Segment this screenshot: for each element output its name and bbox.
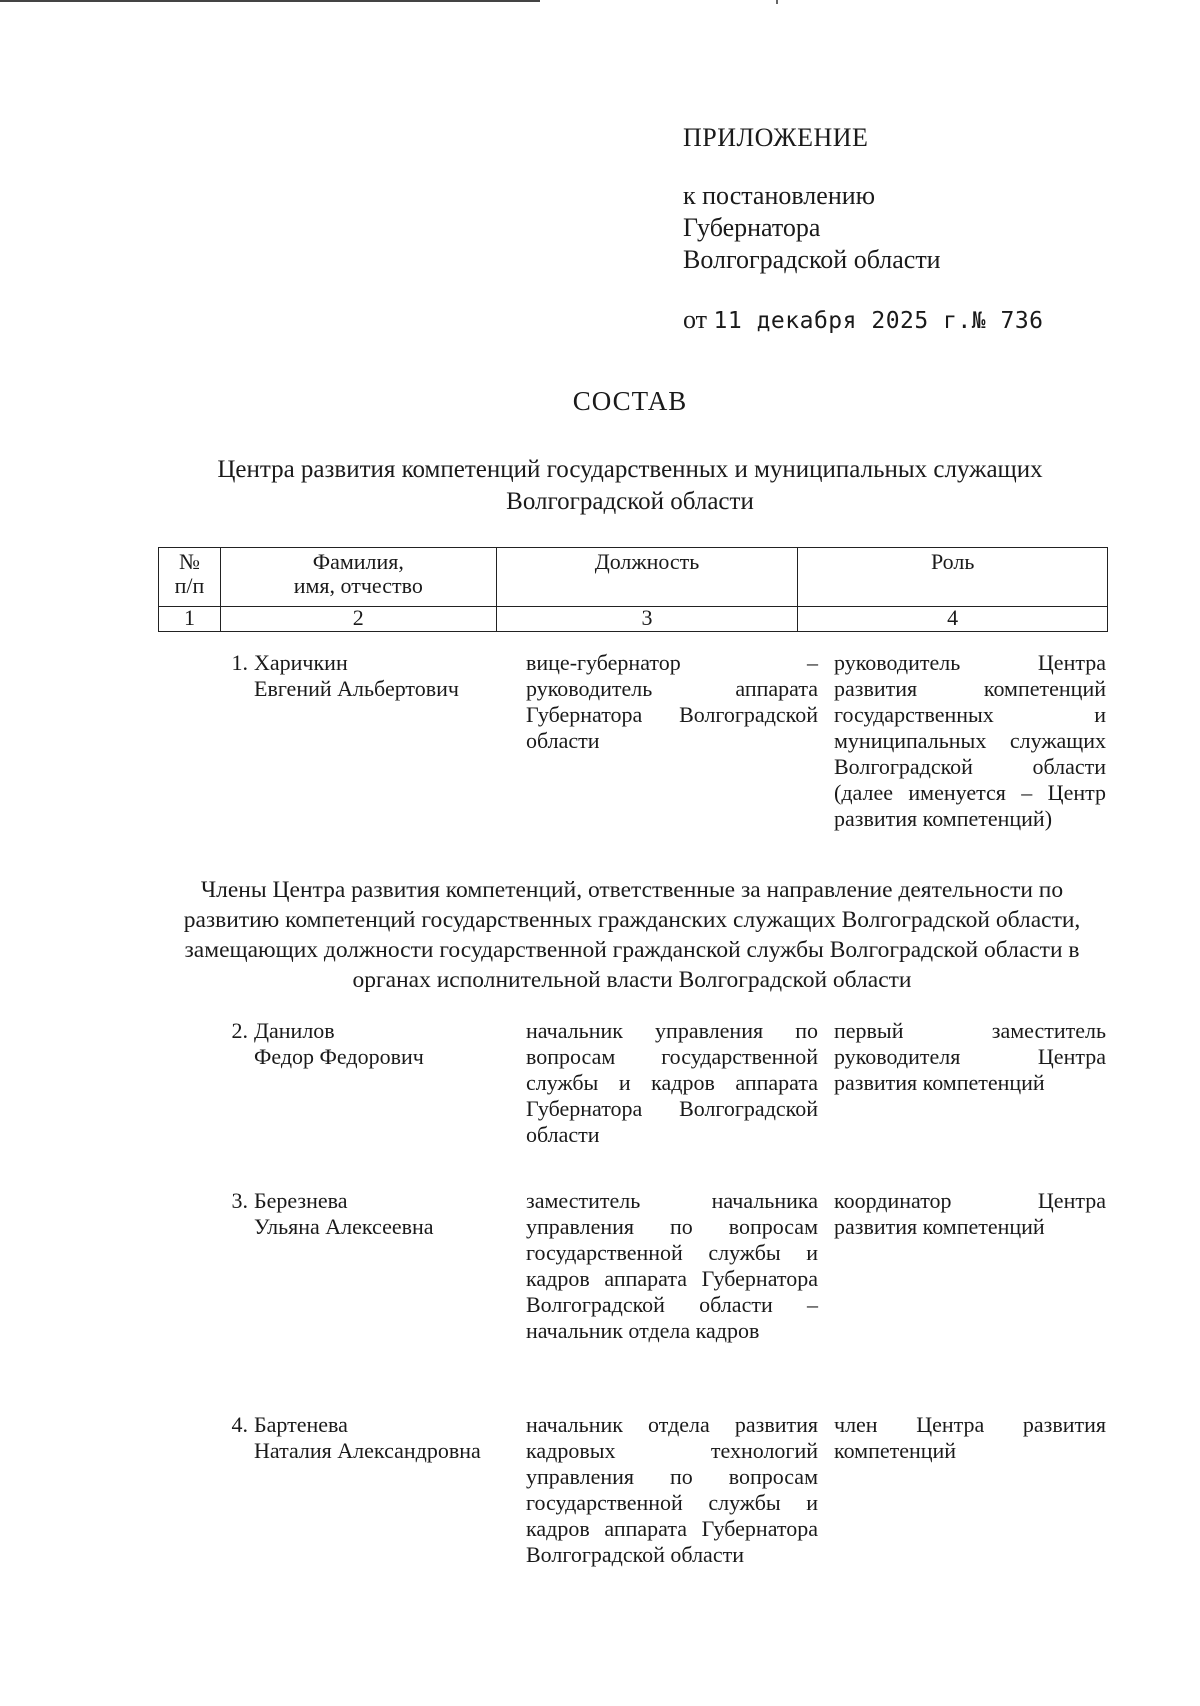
header-name (220, 548, 496, 607)
column-number: 2 (220, 607, 496, 632)
surname: Данилов (254, 1018, 335, 1043)
surname: Харичкин (254, 650, 348, 675)
header-name-line-2: имя, отчество (293, 573, 423, 598)
column-number: 1 (159, 607, 221, 632)
position-text: заместитель начальника управления по вопросам государственной службы и кадров аппарата Губернатора Волгоградской области – начальник отдела кадров (526, 1188, 818, 1343)
header-position: Должность (496, 548, 798, 607)
document-title: СОСТАВ (572, 386, 688, 416)
surname: Березнева (254, 1188, 348, 1213)
appendix-line-2: Губернатора (683, 213, 821, 242)
appendix-line-3: Волгоградской области (683, 245, 941, 274)
document-subtitle: Центра развития компетенций государственных и муниципальных служащих Волгоградской области (217, 456, 1043, 515)
given-names: Ульяна Алексеевна (254, 1214, 434, 1239)
column-number: 3 (496, 607, 798, 632)
position-text: начальник управления по вопросам государственной службы и кадров аппарата Губернатора Волгоградской области (526, 1018, 818, 1147)
date-value: 11 декабря 2025 г.№ 736 (713, 308, 1044, 334)
given-names: Наталия Александровна (254, 1438, 481, 1463)
appendix-line-1: к постановлению (683, 181, 876, 210)
person-name (254, 1412, 519, 1464)
role-text: член Центра развития компетенций (834, 1412, 1106, 1463)
row-number: 4. (231, 1412, 248, 1437)
row-number: 3. (231, 1188, 248, 1213)
header-role: Роль (798, 548, 1108, 607)
row-number: 2. (231, 1018, 248, 1043)
scan-edge-mark (776, 0, 778, 4)
header-row (159, 548, 1108, 607)
position-text: начальник отдела развития кадровых технологий управления по вопросам государственной службы и кадров аппарата Губернатора Волгоградской области (526, 1412, 818, 1567)
surname: Бартенева (254, 1412, 348, 1437)
column-header-table (158, 547, 1108, 632)
column-number-row (159, 607, 1108, 632)
role-text: первый заместитель руководителя Центра развития компетенций (834, 1018, 1106, 1095)
given-names: Евгений Альбертович (254, 676, 459, 701)
role-text: руководитель Центра развития компетенций государственных и муниципальных служащих Волгоградской области (далее именуется – Центр развития компетенций) (834, 650, 1106, 831)
header-num-line-1: № (178, 549, 200, 574)
header-num-line-2: п/п (174, 573, 205, 598)
row-number: 1. (231, 650, 248, 675)
role-text: координатор Центра развития компетенций (834, 1188, 1106, 1239)
column-number: 4 (798, 607, 1108, 632)
header-name-line-1: Фамилия, (312, 549, 404, 574)
given-names: Федор Федорович (254, 1044, 424, 1069)
appendix-block (683, 122, 1044, 337)
person-name (254, 1188, 519, 1240)
person-name (254, 650, 519, 702)
section-heading: Члены Центра развития компетенций, ответственные за направление деятельности по развитию компетенций государственных гражданских служащих Волгоградской области, замещающих должности государственной гражданской службы Волгоградской области в органах исполнительной власти Волгоградской области (183, 877, 1081, 993)
scan-edge-line (0, 0, 540, 2)
appendix-date (683, 304, 1044, 337)
header-num (159, 548, 221, 607)
appendix-title: ПРИЛОЖЕНИЕ (683, 123, 869, 152)
person-name (254, 1018, 519, 1070)
position-text: вице-губернатор – руководитель аппарата Губернатора Волгоградской области (526, 650, 818, 753)
date-prefix: от (683, 305, 708, 334)
